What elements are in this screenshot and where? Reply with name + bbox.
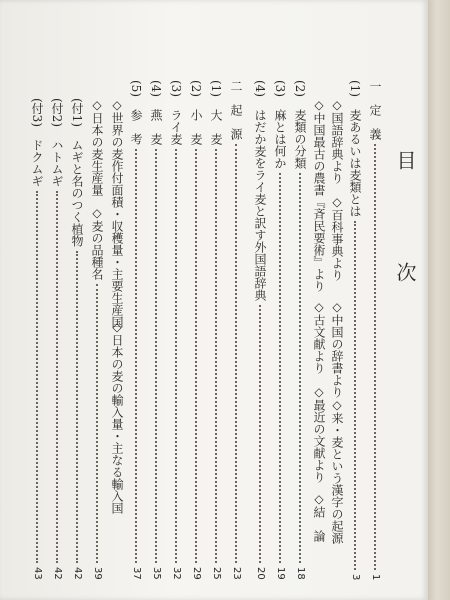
leader-dots — [189, 149, 197, 563]
toc-entry-f1[interactable] — [70, 98, 84, 580]
toc-sub-item[interactable]: ◇国語辞典より — [330, 98, 344, 184]
toc-entry-f2[interactable] — [50, 98, 64, 580]
page-title: 目 次 — [393, 150, 417, 318]
toc-page-number: 3 — [350, 573, 361, 580]
toc-label: 二 起 源 — [229, 80, 243, 140]
toc-entry-definition[interactable] — [368, 80, 382, 580]
toc-page-number: 1 — [370, 573, 381, 580]
toc-label: (2) 小 麦 — [189, 80, 203, 145]
toc-sub-item[interactable]: ◇中国最古の農書『斉民要術』より — [312, 98, 326, 292]
toc-page-number: 42 — [52, 567, 63, 580]
toc-label: ◇日本の麦生産量 — [90, 98, 104, 196]
toc-page-number: 32 — [171, 567, 182, 580]
toc-page-number: 39 — [92, 567, 103, 580]
toc-sub-item[interactable]: ◇中国の辞書より — [330, 300, 344, 398]
book-binding — [428, 0, 450, 600]
toc-page-number: 42 — [72, 567, 83, 580]
leader-dots — [348, 221, 356, 570]
toc-entry-origin[interactable] — [229, 80, 243, 580]
toc-label: (付3) ドクムギ — [30, 98, 44, 187]
toc-sub-item[interactable]: ◇世界の麦作付面積・収穫量・主要生産国 — [110, 98, 124, 328]
toc-page-number: 35 — [151, 567, 162, 580]
toc-entry-f3[interactable] — [30, 98, 44, 580]
toc-label: (1) 大 麦 — [209, 80, 223, 145]
toc-label: (4) 燕 麦 — [149, 80, 163, 145]
leader-dots — [90, 284, 98, 563]
toc-sub-item[interactable]: ◇来・麦という漢字の起源 — [330, 398, 344, 544]
toc-label: 一 定 義 — [368, 80, 382, 140]
toc-label: (付1) ムギと名のつく植物 — [70, 98, 84, 247]
toc-sub-item[interactable]: ◇百科事典より — [330, 195, 344, 281]
toc-label: (付2) ハトムギ — [50, 98, 64, 187]
toc-entry-2-4[interactable] — [149, 80, 163, 580]
toc-entry-2-1[interactable] — [209, 80, 223, 580]
toc-page-number: 29 — [191, 567, 202, 580]
toc-label: ◇麦の品種名 — [90, 206, 104, 280]
leader-dots — [70, 251, 78, 563]
leader-dots — [368, 144, 376, 570]
toc-sub-item[interactable]: ◇日本の麦の輸入量・主なる輸入国 — [110, 320, 124, 514]
leader-dots — [209, 149, 217, 563]
toc-label: (3) 麻とは何か — [273, 80, 287, 169]
leader-dots — [229, 144, 237, 563]
toc-entry-2-3[interactable] — [169, 80, 183, 580]
toc-page-number: 18 — [295, 567, 306, 580]
leader-dots — [293, 173, 301, 563]
leader-dots — [129, 149, 137, 563]
toc-entry-2-5[interactable] — [129, 80, 143, 580]
toc-entry-1-1[interactable] — [348, 80, 362, 580]
leader-dots — [169, 149, 177, 563]
toc-label: (3) ライ麦 — [169, 80, 183, 145]
leader-dots — [273, 173, 281, 563]
toc-page-number: 25 — [211, 567, 222, 580]
leader-dots — [30, 191, 38, 563]
toc-sub-item[interactable]: ◇古文献より — [312, 300, 326, 374]
toc-entry-1-2[interactable] — [293, 80, 307, 580]
toc-entry-2-2[interactable] — [189, 80, 203, 580]
leader-dots — [253, 305, 261, 563]
toc-sub-item[interactable]: ◇最近の文献より — [312, 385, 326, 483]
toc-sub-item[interactable]: ◇結 論 — [312, 492, 326, 542]
toc-entry-2-5b[interactable] — [90, 98, 104, 580]
leader-dots — [50, 191, 58, 563]
toc-page-number: 20 — [255, 567, 266, 580]
toc-page-number: 19 — [275, 567, 286, 580]
toc-page-number: 37 — [131, 567, 142, 580]
leader-dots — [149, 149, 157, 563]
toc-page-number: 23 — [231, 567, 242, 580]
toc-entry-1-3[interactable] — [273, 80, 287, 580]
toc-label: (1) 麦あるいは麦類とは — [348, 80, 362, 217]
toc-label: (4) はだか麦をライ麦と訳す外国語辞典 — [253, 80, 267, 301]
toc-label: (5) 参 考 — [129, 80, 143, 145]
toc-page-number: 43 — [32, 567, 43, 580]
toc-entry-1-4[interactable] — [253, 80, 267, 580]
toc-label: (2) 麦類の分類 — [293, 80, 307, 169]
